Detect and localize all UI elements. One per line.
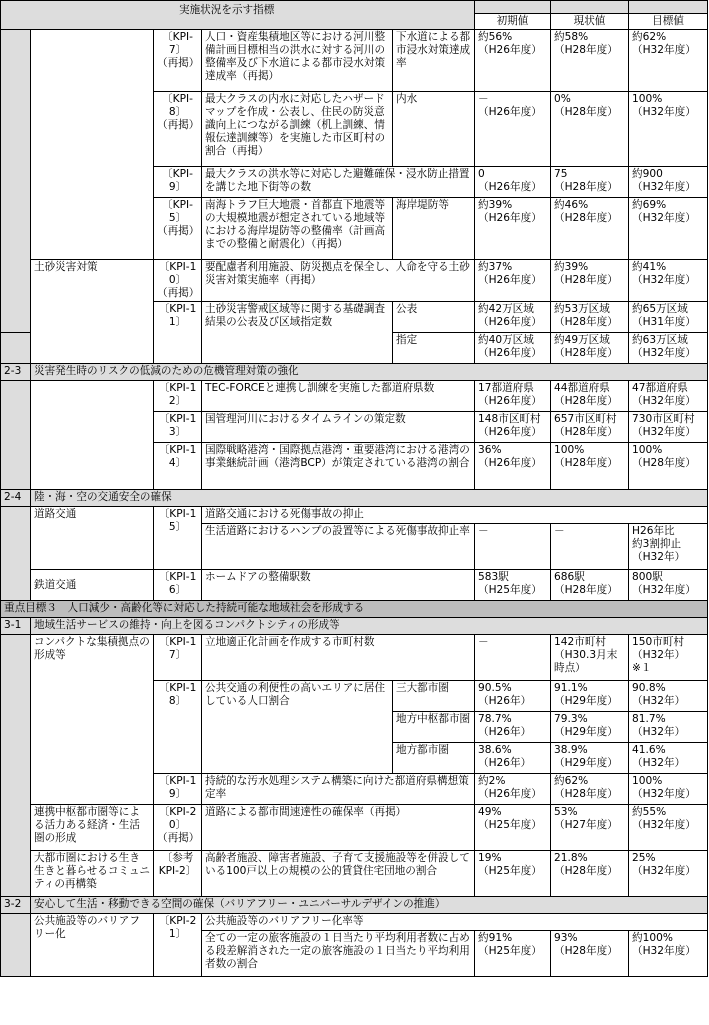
kpi-20-row: 連携中枢都市圏等による活力ある経済・生活圏の形成 〔KPI-20〕 （再掲） 道路による都市間速達性の確保率（再掲） 49% （H25年度） 53% （H27年度） 約55% （H32年度）	[1, 805, 708, 851]
kpi-16-row: 鉄道交通 〔KPI-16〕 ホームドアの整備駅数 583駅 （H25年度） 686駅 （H28年度） 800駅 （H32年度）	[1, 570, 708, 601]
kpi-text: 人口・資産集積地区等における河川整備計画目標相当の洪水に対する河川の整備率及び下水道による都市浸水対策達成率（再掲）	[202, 30, 393, 92]
goal-3: 重点目標３ 人口減少・高齢化等に対応した持続可能な地域社会を形成する	[1, 601, 708, 618]
kpi-8-row: 〔KPI-8〕 （再掲） 最大クラスの内水に対応したハザードマップを作成・公表し、住民の防災意識向上につながる訓練（机上訓練、情報伝達訓練等）を実施した市区町村の割合（再掲） 内水 － （H26年度） 0% （H28年度） 100% （H32年度）	[1, 92, 708, 167]
kpi-10-row: 土砂災害対策 〔KPI-10〕 （再掲） 要配慮者利用施設、防災拠点を保全し、人命を守る土砂災害対策実施率（再掲） 約37% （H26年度） 約39% （H28年度） 約41% （H32年度）	[1, 260, 708, 302]
kpi-7-row: 〔KPI-7〕 （再掲） 人口・資産集積地区等における河川整備計画目標相当の洪水に対する河川の整備率及び下水道による都市浸水対策達成率（再掲） 下水道による都市浸水対策達成率 約56% （H26年度） 約58% （H28年度） 約62% （H32年度）	[1, 30, 708, 92]
category-dosha: 土砂災害対策	[31, 260, 154, 364]
kpi-table: 実施状況を示す指標 初期値 現状値 目標値 〔KPI-7〕 （再掲） 人口・資産集積地区等における河川整備計画目標相当の洪水に対する河川の整備率及び下水道による都市浸水対策達成率（再掲） 下水道による都市浸水対策達成率 約56% （H26年度） 約58% （H28年度） 約62% （H32年度） 〔KPI-8〕 （再掲） 最大クラスの内水に対応したハザードマップを作成・公表し、住民の防災意識向上につながる訓練（机上訓練、情報伝達訓練等）を実施した市区町村の割合（再掲） 内水 － （H26年度） 0% （H28年度） 100% （H32年度） 〔KPI-9〕 最大クラスの洪水等に対応した避難確保・浸水防止措置を講じた地下街等の数 0 （H26年度） 75 （H28年度） 約900 （H32年度） 〔KPI-5〕 （再掲） 南海トラフ巨大地震・首都直下地震等の大規模地震が想定されている地域等における海岸堤防等の整備率（計画高までの整備と耐震化）（再掲） 海岸堤防等 約39% （H26年度） 約46% （H28年度） 約69% （H32年度） 土砂災害対策 〔KPI-10〕 （再掲） 要配慮者利用施設、防災拠点を保全し、人命を守る土砂災害対策実施率（再掲） 約37% （H26年度） 約39% （H28年度） 約41% （H32年度） 〔KPI-11〕 土砂災害警戒区域等に関する基礎調査結果の公表及び区域指定数 公表 約42万区域 （H26年度） 約53万区域 （H28年度） 約65万区域 （H31年度） 指定 約40万区域 （H26年度） 約49万区域 （H28年度） 約63万区域 （H32年度） 2-3 災害発生時のリスクの低減のための危機管理対策の強化 〔KPI-12〕 TEC-FORCEと連携し訓練を実施した都道府県数 17都道府県 （H26年度） 44都道府県 （H28年度） 47都道府県 （H32年度） 〔KPI-13〕 国管理河川におけるタイムラインの策定数 148市区町村 （H26年度） 657市区町村 （H28年度） 730市区町村 （H32年度） 〔KPI-14〕 国際戦略港湾・国際拠点港湾・重要港湾における港湾の事業継続計画（港湾BCP）が策定されている港湾の割合 36% （H26年度） 100% （H28年度） 100% （H28年度） 2-4 陸・海・空の交通安全の確保 道路交通 〔KPI-15〕 道路交通における死傷事故の抑止 生活道路におけるハンプの設置等による死傷事故抑止率 － － H26年比 約3割抑止 （H32年） 鉄道交通 〔KPI-16〕 ホームドアの整備駅数 583駅 （H25年度） 686駅 （H28年度） 800駅 （H32年度） 重点目標３ 人口減少・高齢化等に対応した持続可能な地域社会を形成する 3-1 地域生活サービスの維持・向上を図るコンパクトシティの形成等 コンパクトな集積拠点の形成等 〔KPI-17〕 立地適正化計画を作成する市町村数 － 142市町村 （H30.3月末時点） 150市町村 （H32年） ※１ 〔KPI-18〕 公共交通の利便性の高いエリアに居住している人口割合 三大都市圏 90.5% （H26年） 91.1% （H29年度） 90.8% （H32年） 地方中枢都市圏 78.7% （H26年） 79.3% （H29年度） 81.7% （H32年） 地方都市圏 38.6% （H26年） 38.9% （H29年度） 41.6% （H32年） 〔KPI-19〕 持続的な汚水処理システム構築に向けた都道府県構想策定率 約2% （H26年度） 約62% （H28年度） 100% （H32年度） 連携中枢都市圏等による活力ある経済・生活圏の形成 〔KPI-20〕 （再掲） 道路による都市間速達性の確保率（再掲） 49% （H25年度） 53% （H27年度） 約55% （H32年度） 大都市圏における生き生きと暮らせるコミュニティの再構築 〔参考 KPI-2〕 高齢者施設、障害者施設、子育て支援施設等を併設している100戸以上の規模の公的賃貸住宅団地の割合 19% （H25年度） 21.8% （H28年度） 25% （H32年度） 3-2 安心して生活・移動できる空間の確保（バリアフリー・ユニバーサルデザインの推進） 公共施設等のバリアフリー化 〔KPI-21〕 公共施設等のバリアフリー化率等 全ての一定の旅客施設の１日当たり平均利用者数に占める段差解消された一定の旅客施設の１日当たり平均利用者数の割合 約91% （H25年度） 93% （H28年度） 約100% （H32年度）	[0, 0, 708, 977]
header-current: 現状値	[551, 14, 629, 30]
header-initial: 初期値	[475, 14, 551, 30]
section-3-1: 3-1 地域生活サービスの維持・向上を図るコンパクトシティの形成等	[1, 618, 708, 635]
kpi-id: 〔KPI-7〕	[162, 31, 193, 56]
kpi-sub: 下水道による都市浸水対策達成率	[393, 30, 475, 92]
kpi-17-row: コンパクトな集積拠点の形成等 〔KPI-17〕 立地適正化計画を作成する市町村数 － 142市町村 （H30.3月末時点） 150市町村 （H32年） ※１	[1, 635, 708, 681]
ref-kpi-2-row: 大都市圏における生き生きと暮らせるコミュニティの再構築 〔参考 KPI-2〕 高齢者施設、障害者施設、子育て支援施設等を併設している100戸以上の規模の公的賃貸住宅団地の割合 19% （H25年度） 21.8% （H28年度） 25% （H32年度）	[1, 851, 708, 897]
kpi-18-row: 〔KPI-18〕 公共交通の利便性の高いエリアに居住している人口割合 三大都市圏 90.5% （H26年） 91.1% （H29年度） 90.8% （H32年）	[1, 681, 708, 712]
kpi-14-row: 〔KPI-14〕 国際戦略港湾・国際拠点港湾・重要港湾における港湾の事業継続計画（港湾BCP）が策定されている港湾の割合 36% （H26年度） 100% （H28年度） 100% （H28年度）	[1, 443, 708, 490]
kpi-12-row: 〔KPI-12〕 TEC-FORCEと連携し訓練を実施した都道府県数 17都道府県 （H26年度） 44都道府県 （H28年度） 47都道府県 （H32年度）	[1, 381, 708, 412]
kpi-13-row: 〔KPI-13〕 国管理河川におけるタイムラインの策定数 148市区町村 （H26年度） 657市区町村 （H28年度） 730市区町村 （H32年度）	[1, 412, 708, 443]
kpi-9-row: 〔KPI-9〕 最大クラスの洪水等に対応した避難確保・浸水防止措置を講じた地下街等の数 0 （H26年度） 75 （H28年度） 約900 （H32年度）	[1, 167, 708, 198]
header-target: 目標値	[629, 14, 708, 30]
section-2-4: 2-4 陸・海・空の交通安全の確保	[1, 490, 708, 507]
header-row	[1, 1, 708, 14]
kpi-5-row: 〔KPI-5〕 （再掲） 南海トラフ巨大地震・首都直下地震等の大規模地震が想定されている地域等における海岸堤防等の整備率（計画高までの整備と耐震化）（再掲） 海岸堤防等 約39% （H26年度） 約46% （H28年度） 約69% （H32年度）	[1, 198, 708, 260]
kpi-21-row: 公共施設等のバリアフリー化 〔KPI-21〕 公共施設等のバリアフリー化率等	[1, 914, 708, 931]
section-3-2: 3-2 安心して生活・移動できる空間の確保（バリアフリー・ユニバーサルデザインの推進）	[1, 897, 708, 914]
kpi-11-row: 〔KPI-11〕 土砂災害警戒区域等に関する基礎調査結果の公表及び区域指定数 公表 約42万区域 （H26年度） 約53万区域 （H28年度） 約65万区域 （H31年度）	[1, 302, 708, 333]
section-2-3: 2-3 災害発生時のリスクの低減のための危機管理対策の強化	[1, 364, 708, 381]
kpi-19-row: 〔KPI-19〕 持続的な汚水処理システム構築に向けた都道府県構想策定率 約2% （H26年度） 約62% （H28年度） 100% （H32年度）	[1, 774, 708, 805]
header-indicator: 実施状況を示す指標	[1, 1, 475, 30]
kpi-15-row: 道路交通 〔KPI-15〕 道路交通における死傷事故の抑止	[1, 507, 708, 524]
